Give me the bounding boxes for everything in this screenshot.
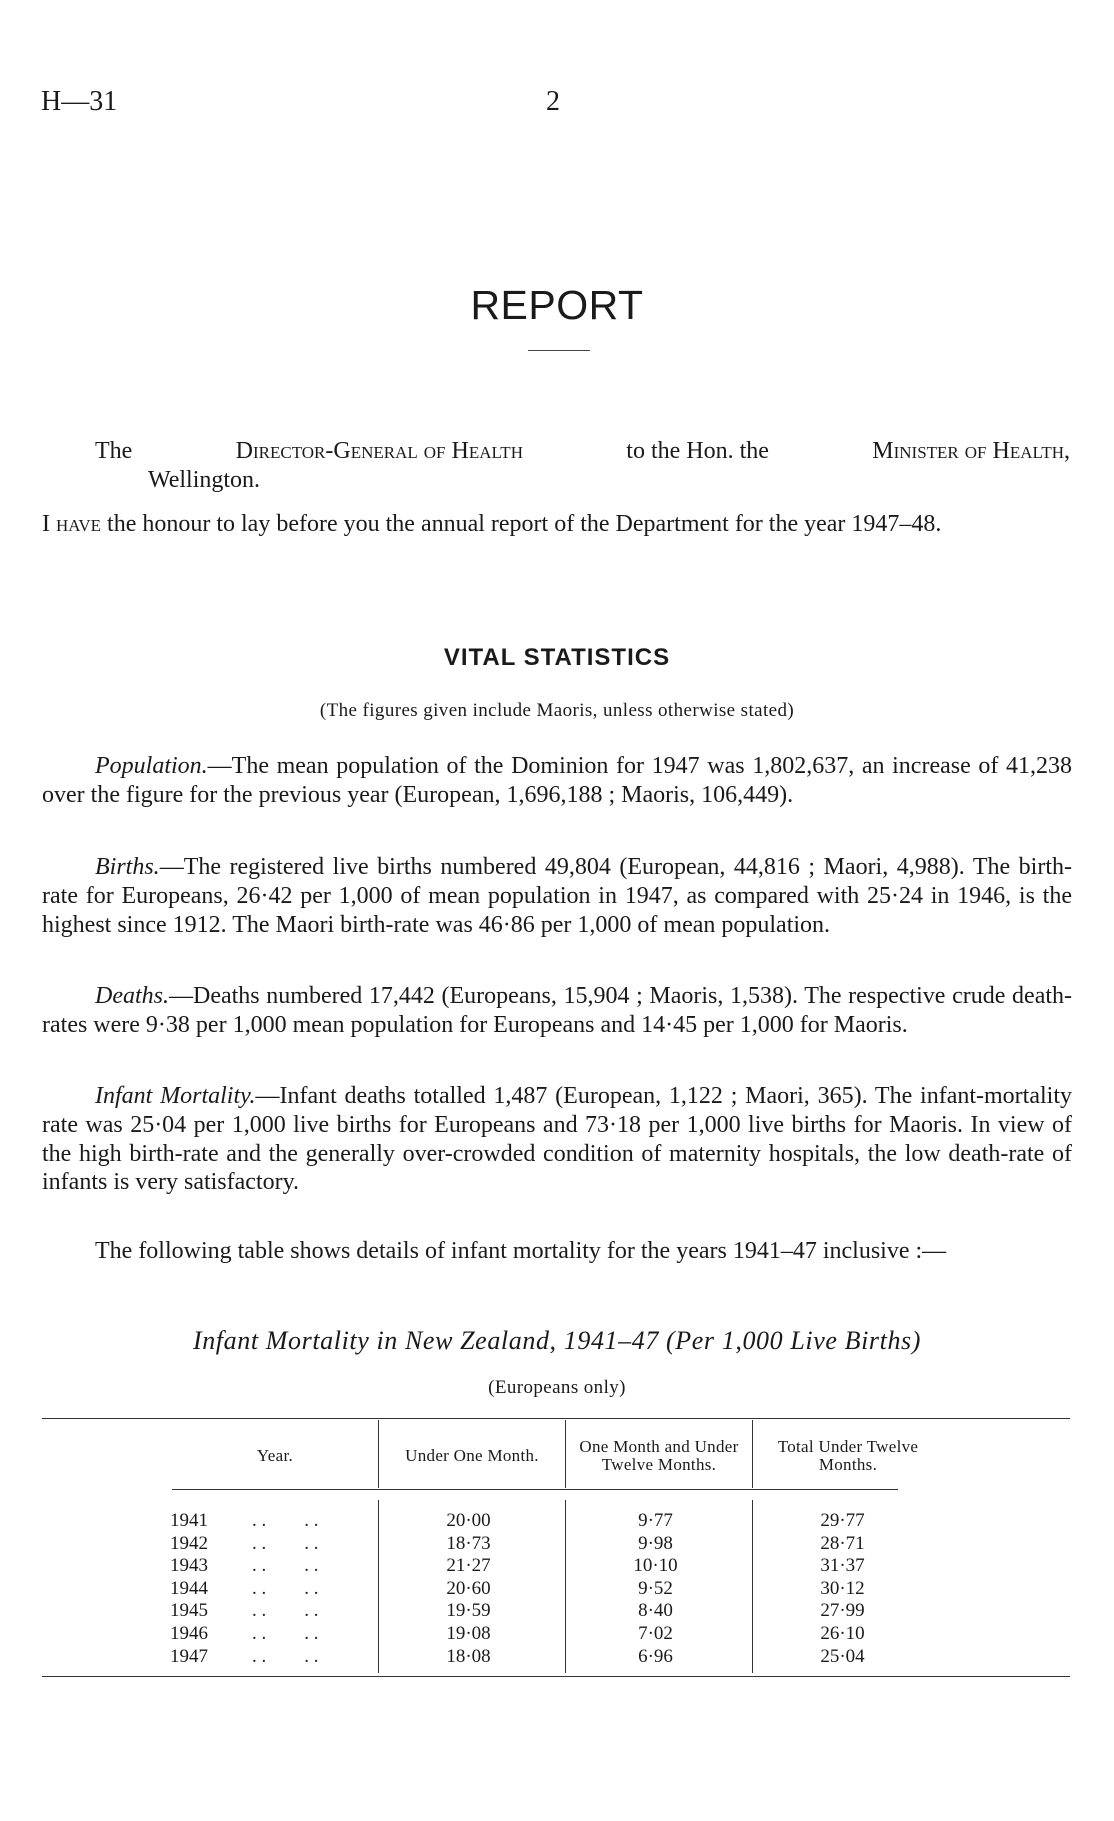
address-from: Director-General of Health bbox=[235, 438, 523, 464]
cell-one-to-twelve: 9·98 bbox=[638, 1532, 673, 1554]
cell-under-one-month: 18·73 bbox=[446, 1532, 491, 1554]
table-subtitle: (Europeans only) bbox=[488, 1377, 626, 1398]
address-block bbox=[95, 437, 1070, 495]
address-place: Wellington. bbox=[148, 466, 261, 493]
cell-year: 1946 bbox=[170, 1622, 208, 1644]
address-to: to the Hon. the bbox=[626, 438, 769, 464]
paragraph-text: —Infant deaths totalled 1,487 (European, 1,122 ; Maori, 365). The infant-mortality rate was 25·04 per 1,000 live births for Europeans and 73·18 per 1,000 live births for Maoris. In view of the high birth-rate and the generally over-crowded condition of maternity hospitals, the low death-rate of infants is very satisfactory. bbox=[42, 1083, 1072, 1196]
cell-leader-dots: . . . . bbox=[252, 1645, 319, 1667]
paragraph-text: —The registered live births numbered 49,804 (European, 44,816 ; Maori, 4,988). The birth-rate for Europeans, 26·42 per 1,000 of mean population in 1947, as compared with 25·24 in 1946, is the highest since 1912. The Maori birth-rate was 46·86 per 1,000 of mean population. bbox=[42, 854, 1072, 938]
cell-under-one-month: 19·59 bbox=[446, 1600, 491, 1622]
address-recipient: Minister of Health, bbox=[872, 438, 1070, 464]
cell-leader-dots: . . . . bbox=[252, 1510, 319, 1531]
cell-leader-dots: . . . . bbox=[252, 1555, 319, 1577]
paragraph-population bbox=[42, 752, 1072, 810]
cell-leader-dots: . . . . bbox=[252, 1622, 319, 1644]
paragraph-infant-mortality bbox=[42, 1082, 1072, 1197]
paragraph-text: —Deaths numbered 17,442 (Europeans, 15,904 ; Maoris, 1,538). The respective crude death-rates were 9·38 per 1,000 mean population for Europeans and 14·45 per 1,000 for Maoris. bbox=[42, 983, 1072, 1038]
paragraph-label: Infant Mortality. bbox=[95, 1083, 256, 1109]
cell-year: 1945 bbox=[170, 1600, 208, 1622]
address-the: The bbox=[95, 438, 133, 464]
intro-paragraph bbox=[42, 510, 1071, 539]
table-bottom-rule bbox=[42, 1676, 1070, 1677]
paragraph-deaths bbox=[42, 982, 1072, 1040]
paragraph-text: —The mean population of the Dominion for 1947 was 1,802,637, an increase of 41,238 over the figure for the previous year (European, 1,696,188 ; Maoris, 106,449). bbox=[42, 753, 1072, 808]
table-row bbox=[170, 1578, 950, 1601]
table-row bbox=[170, 1646, 950, 1669]
header-divider bbox=[378, 1420, 379, 1488]
report-title: REPORT bbox=[470, 282, 644, 328]
cell-one-to-twelve: 9·77 bbox=[638, 1510, 673, 1531]
table-title: Infant Mortality in New Zealand, 1941–47 (Per 1,000 Live Births) bbox=[192, 1326, 922, 1355]
cell-one-to-twelve: 9·52 bbox=[638, 1577, 673, 1599]
cell-one-to-twelve: 7·02 bbox=[638, 1622, 673, 1644]
table-row bbox=[170, 1510, 950, 1533]
cell-year: 1944 bbox=[170, 1577, 208, 1599]
table-row bbox=[170, 1623, 950, 1646]
cell-under-one-month: 18·08 bbox=[446, 1645, 491, 1667]
column-header-under-one-month: Under One Month. bbox=[405, 1446, 539, 1465]
table-rows bbox=[170, 1510, 950, 1668]
cell-total: 29·77 bbox=[820, 1510, 865, 1531]
cell-under-one-month: 20·00 bbox=[446, 1510, 491, 1531]
cell-leader-dots: . . . . bbox=[252, 1577, 319, 1599]
cell-total: 31·37 bbox=[820, 1555, 865, 1577]
cell-leader-dots: . . . . bbox=[252, 1532, 319, 1554]
section-title: VITAL STATISTICS bbox=[443, 644, 671, 671]
table-top-rule bbox=[42, 1418, 1070, 1419]
intro-lead: I bbox=[42, 511, 50, 537]
cell-total: 30·12 bbox=[820, 1577, 865, 1599]
document-code: H—31 bbox=[41, 86, 118, 117]
cell-year: 1943 bbox=[170, 1555, 208, 1577]
column-header-total: Total Under Twelve Months. bbox=[777, 1437, 919, 1474]
cell-year: 1941 bbox=[170, 1510, 208, 1531]
cell-one-to-twelve: 8·40 bbox=[638, 1600, 673, 1622]
paragraph-label: Deaths. bbox=[95, 983, 169, 1009]
cell-year: 1947 bbox=[170, 1645, 208, 1667]
table-header-rule bbox=[172, 1489, 898, 1490]
intro-lead-smallcaps: have bbox=[56, 511, 102, 537]
cell-under-one-month: 19·08 bbox=[446, 1622, 491, 1644]
table-row bbox=[170, 1533, 950, 1556]
header-divider bbox=[752, 1420, 753, 1488]
paragraph-label: Population. bbox=[95, 753, 208, 779]
column-header-year: Year. bbox=[256, 1446, 294, 1465]
cell-one-to-twelve: 10·10 bbox=[633, 1555, 678, 1577]
table-row bbox=[170, 1600, 950, 1623]
title-rule bbox=[528, 350, 590, 351]
cell-year: 1942 bbox=[170, 1532, 208, 1554]
table-row bbox=[170, 1555, 950, 1578]
intro-text: the honour to lay before you the annual report of the Department for the year 1947–48. bbox=[101, 511, 942, 537]
cell-total: 25·04 bbox=[820, 1645, 865, 1667]
table-body bbox=[170, 1510, 950, 1668]
cell-total: 28·71 bbox=[820, 1532, 865, 1554]
cell-under-one-month: 21·27 bbox=[446, 1555, 491, 1577]
paragraph-label: Births. bbox=[95, 854, 160, 880]
paragraph-births bbox=[42, 853, 1072, 939]
page-number: 2 bbox=[546, 86, 560, 117]
address-line bbox=[95, 437, 1070, 466]
column-header-one-to-twelve-months: One Month and Under Twelve Months. bbox=[579, 1437, 739, 1474]
cell-leader-dots: . . . . bbox=[252, 1600, 319, 1622]
cell-total: 26·10 bbox=[820, 1622, 865, 1644]
cell-one-to-twelve: 6·96 bbox=[638, 1645, 673, 1667]
section-note: (The figures given include Maoris, unless otherwise stated) bbox=[319, 700, 795, 721]
cell-total: 27·99 bbox=[820, 1600, 865, 1622]
paragraph-table-intro bbox=[42, 1237, 1072, 1266]
paragraph-text: The following table shows details of infant mortality for the years 1941–47 inclusive :— bbox=[95, 1238, 947, 1264]
cell-under-one-month: 20·60 bbox=[446, 1577, 491, 1599]
